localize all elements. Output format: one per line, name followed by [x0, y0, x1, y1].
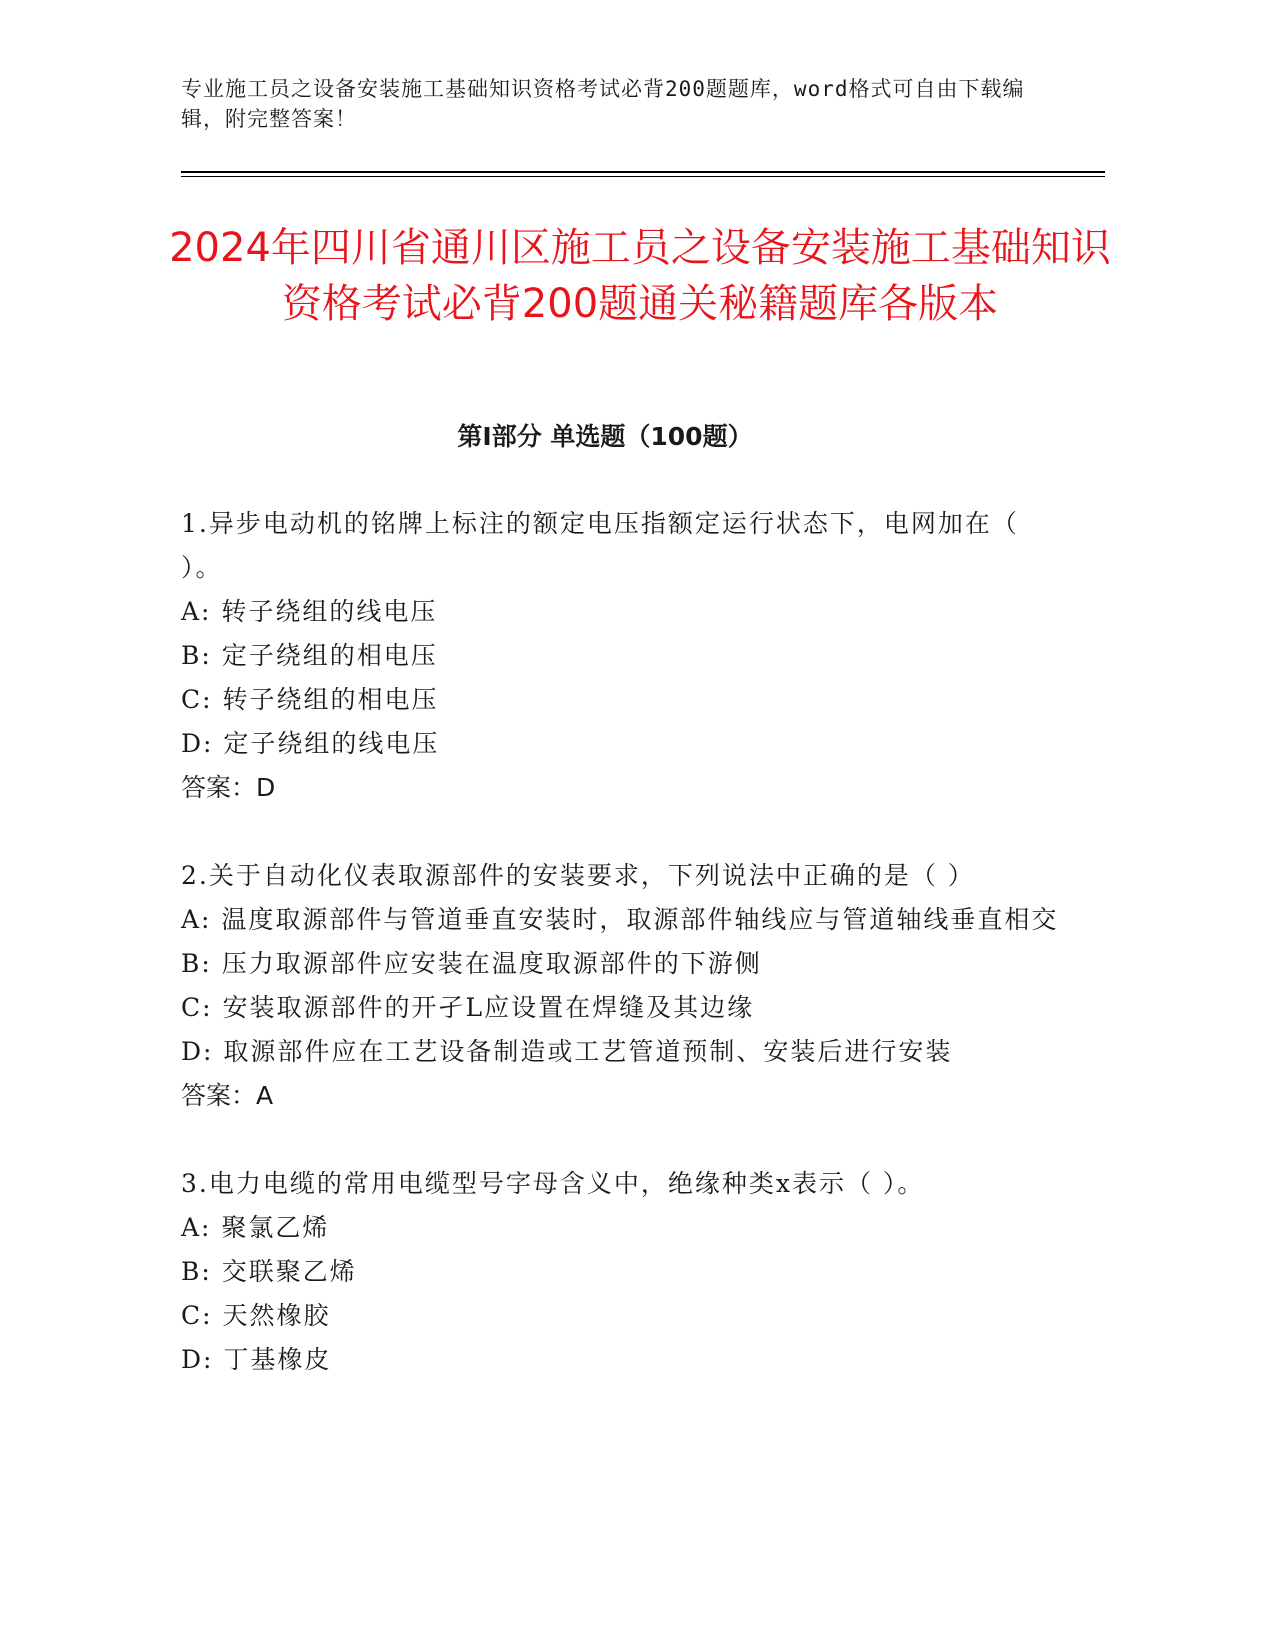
answer: 答案：D	[181, 773, 276, 802]
question-stem: 1.异步电动机的铭牌上标注的额定电压指额定运行状态下，电网加在（ ）。	[181, 509, 1019, 582]
option-c: C: 天然橡胶	[181, 1301, 331, 1330]
option-d: D: 定子绕组的线电压	[181, 729, 440, 758]
header-rule-thin	[181, 176, 1105, 177]
question-1	[181, 502, 1061, 810]
option-b: B: 交联聚乙烯	[181, 1257, 357, 1286]
answer: 答案：A	[181, 1081, 274, 1110]
option-a: A: 聚氯乙烯	[181, 1213, 330, 1242]
question-list	[181, 502, 1061, 1426]
header-rule-thick	[181, 171, 1105, 173]
option-d: D: 取源部件应在工艺设备制造或工艺管道预制、安装后进行安装	[181, 1037, 953, 1066]
option-b: B: 压力取源部件应安装在温度取源部件的下游侧	[181, 949, 762, 978]
header-note: 专业施工员之设备安装施工基础知识资格考试必背200题题库，word格式可自由下载编辑，附完整答案！	[181, 77, 1025, 131]
document-title: 2024年四川省通川区施工员之设备安装施工基础知识资格考试必背200题通关秘籍题库各版本	[169, 225, 1111, 327]
question-3	[181, 1162, 1061, 1382]
option-a: A: 转子绕组的线电压	[181, 597, 438, 626]
option-c: C: 转子绕组的相电压	[181, 685, 439, 714]
option-c: C: 安装取源部件的开孑L应设置在焊缝及其边缘	[181, 993, 755, 1022]
question-stem: 2.关于自动化仪表取源部件的安装要求，下列说法中正确的是（ ）	[181, 861, 975, 890]
section-heading: 第Ⅰ部分 单选题（100题）	[457, 422, 753, 451]
question-stem: 3.电力电缆的常用电缆型号字母含义中，绝缘种类x表示（ ）。	[181, 1169, 925, 1198]
option-d: D: 丁基橡皮	[181, 1345, 332, 1374]
question-2	[181, 854, 1061, 1118]
option-a: A: 温度取源部件与管道垂直安装时，取源部件轴线应与管道轴线垂直相交	[181, 905, 1059, 934]
option-b: B: 定子绕组的相电压	[181, 641, 438, 670]
